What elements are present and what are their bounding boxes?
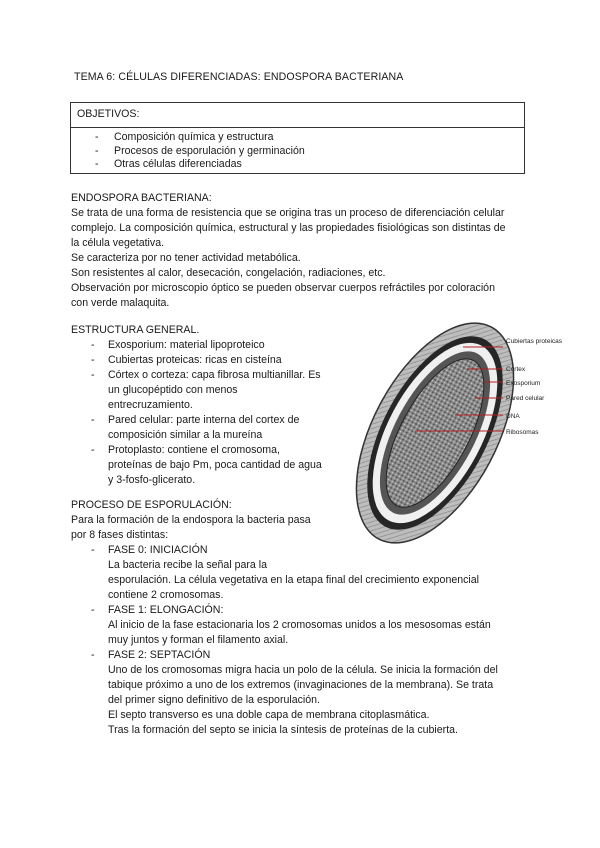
text-line: Para la formación de la endospora la bacteria pasa	[71, 514, 311, 526]
phase-list	[91, 648, 531, 663]
list-item	[91, 543, 531, 558]
phase-body: La bacteria recibe la señal para la esporulación. La célula vegetativa en la etapa final del crecimiento exponencial contiene 2 cromosomas.	[108, 559, 480, 601]
text-line: Son resistentes al calor, desecación, congelación, radiaciones, etc.	[71, 267, 386, 279]
esporulacion-section	[71, 498, 531, 738]
page-title: TEMA 6: CÉLULAS DIFERENCIADAS: ENDOSPORA BACTERIANA	[74, 71, 404, 83]
objetivos-box	[70, 102, 525, 174]
text-line: la célula vegetativa.	[71, 237, 165, 249]
list-item: - Protoplasto: contiene el cromosoma, proteínas de bajo Pm, poca cantidad de agua y 3-fosfo-glicerato.	[91, 443, 341, 488]
list-item	[91, 648, 531, 663]
label-pared: Pared celular	[506, 395, 545, 402]
list-item: - Pared celular: parte interna del cortex de composición similar a la mureína	[91, 413, 341, 443]
text-line: Observación por microscopio óptico se pueden observar cuerpos refráctiles por coloración	[71, 282, 495, 294]
section-heading: ESTRUCTURA GENERAL.	[71, 324, 200, 336]
estructura-list	[91, 338, 341, 488]
text-line: Se caracteriza por no tener actividad metabólica.	[71, 252, 301, 264]
phase-name: FASE 1: ELONGACIÓN:	[108, 604, 224, 616]
label-exosporium: Exosporium	[506, 380, 541, 387]
objetivos-heading: OBJETIVOS:	[71, 103, 524, 128]
label-cortex: Córtex	[506, 366, 526, 373]
estructura-section	[71, 323, 341, 488]
label-cubiertas: Cubiertas proteicas	[506, 338, 562, 345]
phase-name: FASE 2: SEPTACIÓN	[108, 649, 211, 661]
text-line: Se trata de una forma de resistencia que se origina tras un proceso de diferenciación celular	[71, 207, 505, 219]
text-line: complejo. La composición química, estructural y las propiedades fisiológicas son distintas de	[71, 222, 506, 234]
phase-name: FASE 0: INICIACIÓN	[108, 544, 208, 556]
list-item: - Procesos de esporulación y germinación	[95, 145, 305, 159]
list-item: - Cubiertas proteicas: ricas en cisteína	[91, 353, 341, 368]
label-dna: DNA	[506, 413, 520, 420]
text-line: con verde malaquita.	[71, 297, 170, 309]
list-item	[91, 603, 531, 618]
text-line: por 8 fases distintas:	[71, 529, 169, 541]
label-ribosomas: Ribosomas	[506, 429, 539, 436]
phase-body: Uno de los cromosomas migra hacia un polo de la célula. Se inicia la formación del tabique próximo a uno de los extremos (invaginaciones de la membrana). Se trata del primer signo definitivo de la esporulación. El septo transverso es una doble capa de membrana citoplasmática. Tras la formación del septo se inicia la síntesis de proteínas de la cubierta.	[108, 664, 498, 736]
section-heading: PROCESO DE ESPORULACIÓN:	[71, 499, 232, 511]
list-item: - Córtex o corteza: capa fibrosa multianillar. Es un glucopéptido con menos entrecruzamiento.	[91, 368, 341, 413]
phase-body: Al inicio de la fase estacionaria los 2 cromosomas unidos a los mesosomas están muy juntos y forman el filamento axial.	[108, 619, 491, 646]
list-item: - Composición química y estructura	[95, 131, 305, 145]
phase-list	[91, 543, 531, 558]
section-heading: ENDOSPORA BACTERIANA:	[71, 192, 212, 204]
phase-list	[91, 603, 531, 618]
endospora-section	[71, 191, 531, 311]
list-item: - Exosporium: material lipoproteico	[91, 338, 341, 353]
objetivos-list	[95, 131, 305, 172]
list-item: - Otras células diferenciadas	[95, 158, 305, 172]
